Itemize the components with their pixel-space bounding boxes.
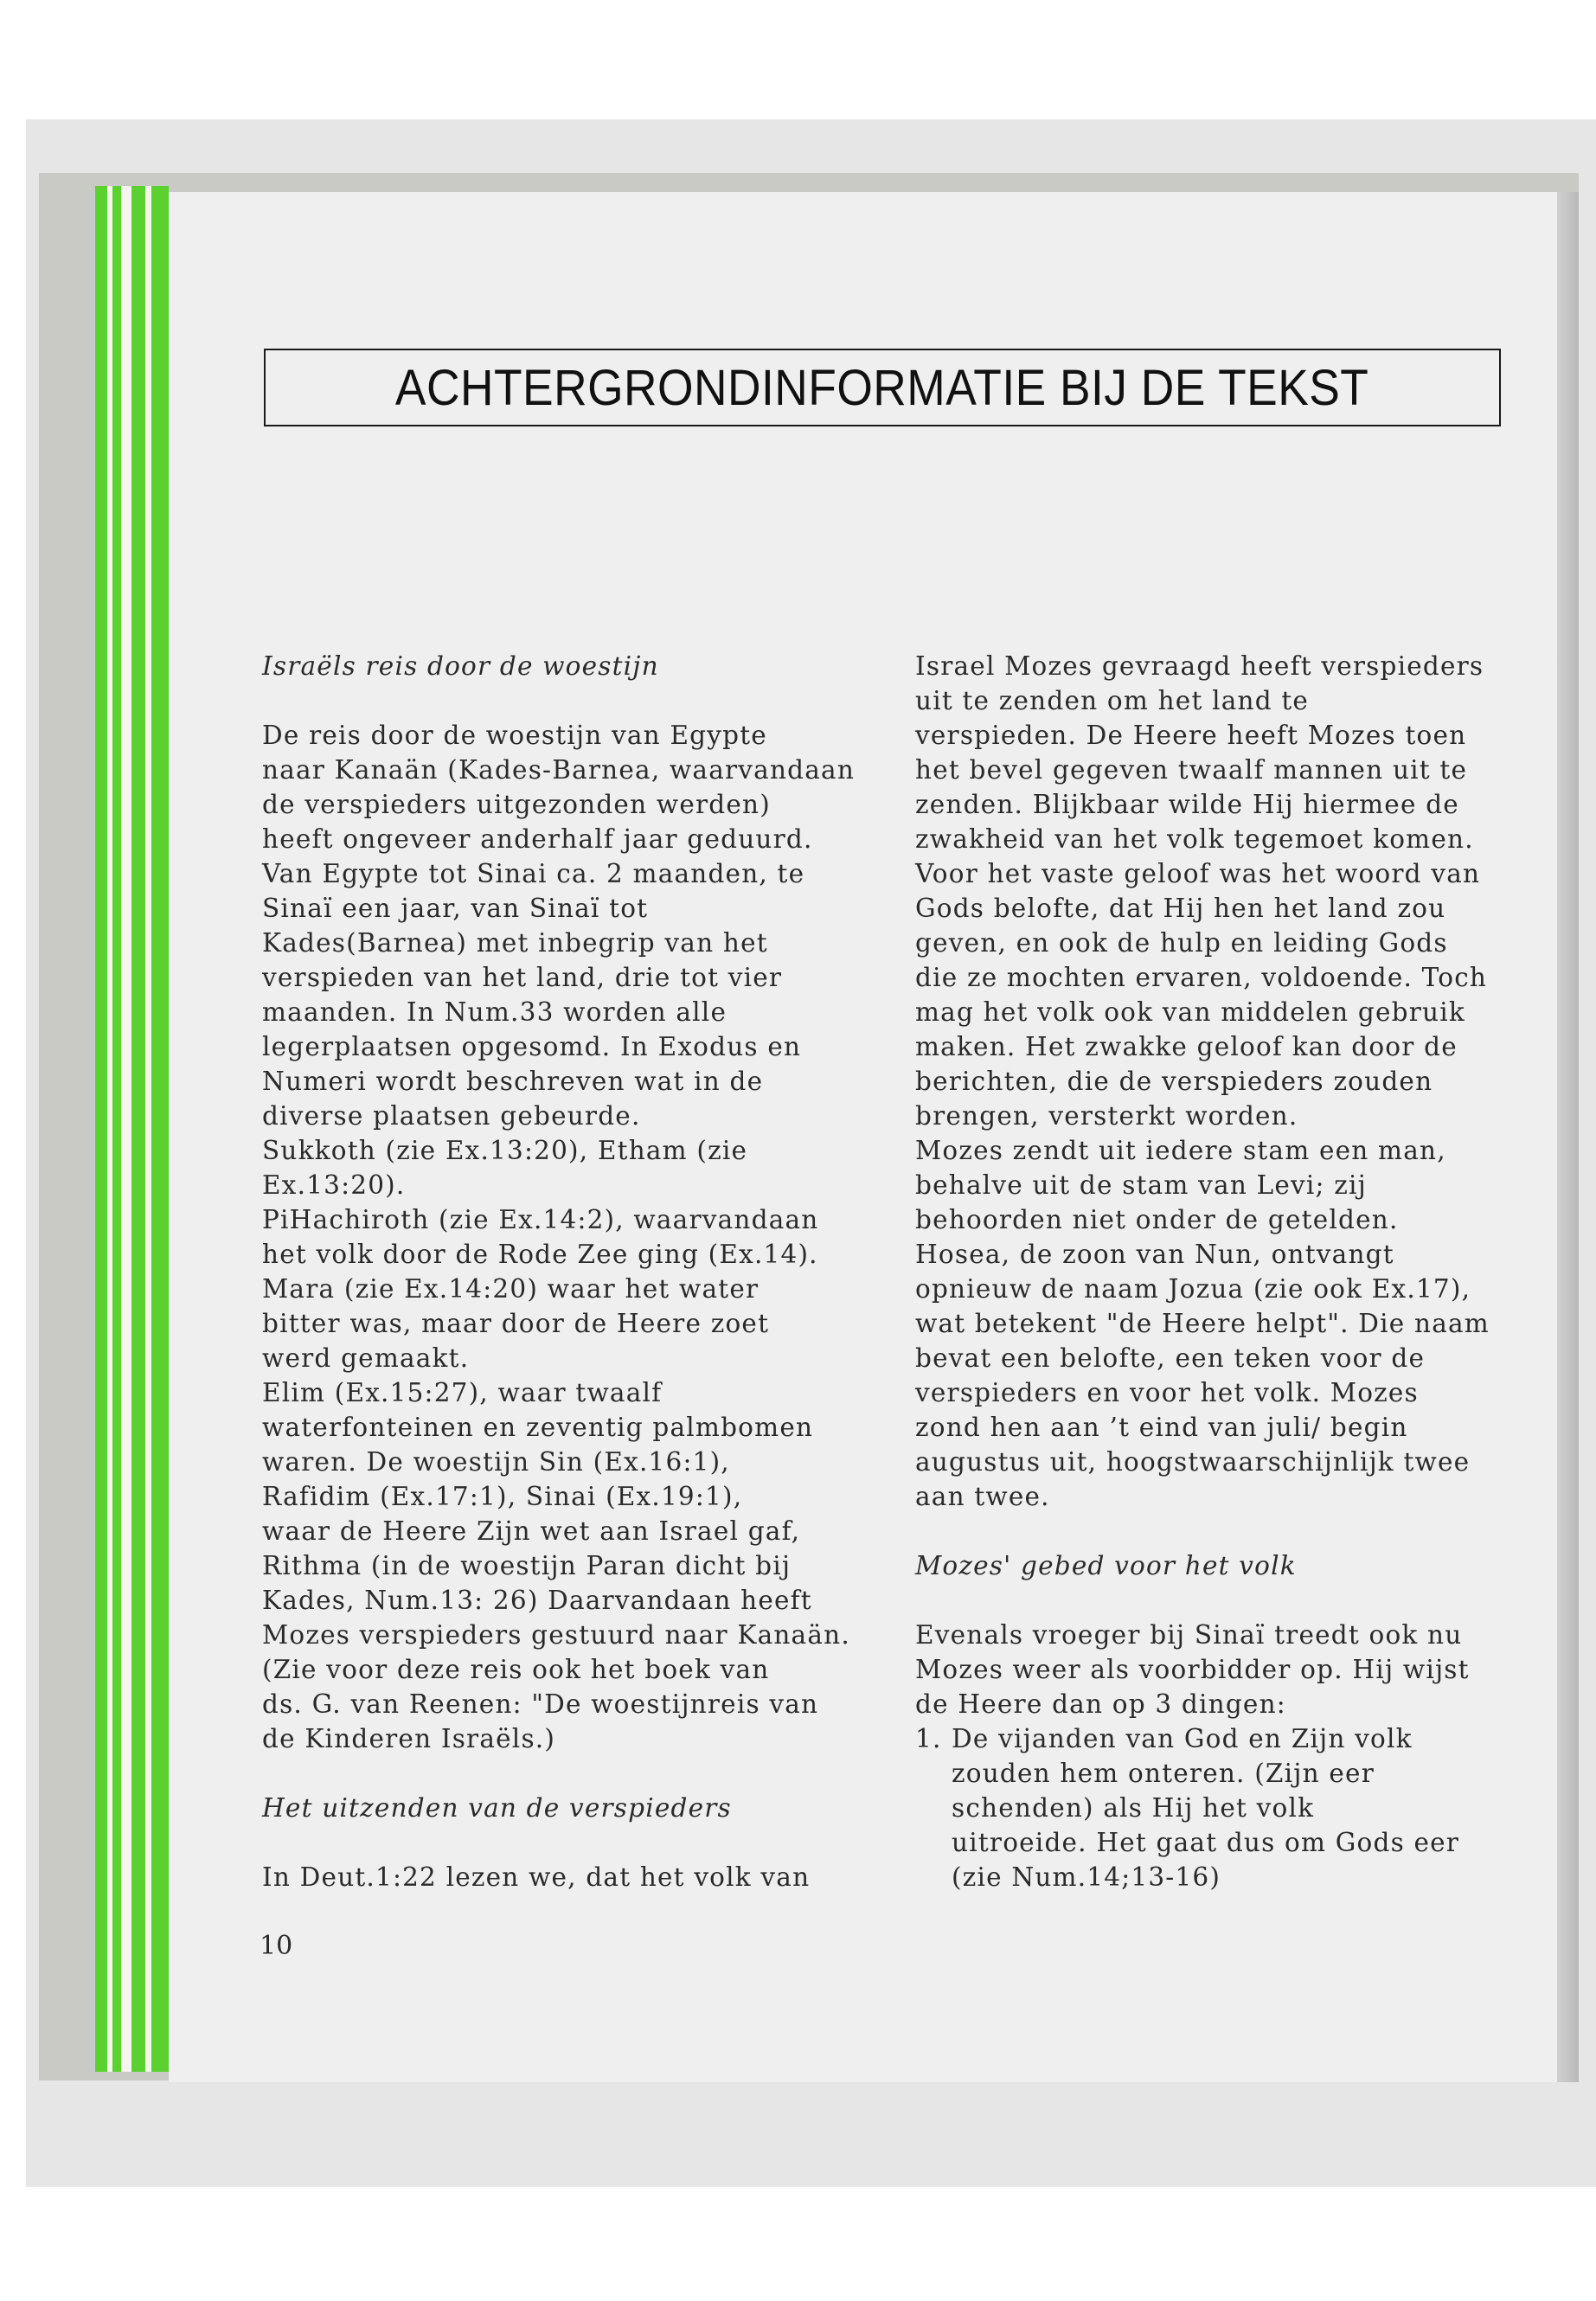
text-line: Sukkoth (zie Ex.13:20), Etham (zie (262, 1136, 748, 1165)
text-line: Mozes zendt uit iedere stam een man, (915, 1136, 1446, 1165)
text-line: aan twee. (915, 1482, 1050, 1511)
page-edge (145, 186, 151, 2072)
text-line: Kades(Barnea) met inbegrip van het (262, 928, 768, 958)
text-line: ds. G. van Reenen: "De woestijnreis van (262, 1689, 819, 1719)
text-line: berichten, die de verspieders zouden (915, 1067, 1433, 1096)
text-line: Rithma (in de woestijn Paran dicht bij (262, 1551, 792, 1580)
text-line: uitroeide. Het gaat dus om Gods eer (952, 1828, 1460, 1857)
heading-box (264, 349, 1501, 426)
green-page-edge (131, 186, 145, 2072)
text-line: heeft ongeveer anderhalf jaar geduurd. (262, 824, 813, 854)
text-line: De vijanden van God en Zijn volk (952, 1724, 1413, 1753)
list-number: 1. (915, 1724, 942, 1753)
text-line: Mozes weer als voorbidder op. Hij wijst (915, 1655, 1470, 1684)
text-line: (Zie voor deze reis ook het boek van (262, 1655, 770, 1684)
left-paragraph-spies (262, 1860, 894, 1894)
text-line: Israel Mozes gevraagd heeft verspieders (915, 651, 1484, 681)
text-line: PiHachiroth (zie Ex.14:2), waarvandaan (262, 1205, 819, 1234)
green-page-edge (112, 186, 121, 2072)
text-line: Van Egypte tot Sinai ca. 2 maanden, te (262, 859, 805, 888)
text-line: waar de Heere Zijn wet aan Israel gaf, (262, 1516, 801, 1546)
text-line: Mara (zie Ex.14:20) waar het water (262, 1274, 760, 1304)
text-line: Numeri wordt beschreven wat in de (262, 1067, 764, 1096)
text-line: schenden) als Hij het volk (952, 1793, 1315, 1823)
text-line: verspieden van het land, drie tot vier (262, 963, 783, 992)
green-page-edge (95, 186, 107, 2072)
text-line: uit te zenden om het land te (915, 686, 1310, 715)
text-line: zwakheid van het volk tegemoet komen. (915, 824, 1474, 854)
text-line: In Deut.1:22 lezen we, dat het volk van (262, 1862, 811, 1892)
text-line: zouden hem onteren. (Zijn eer (952, 1759, 1375, 1788)
text-line: Evenals vroeger bij Sinaï treedt ook nu (915, 1620, 1463, 1650)
text-line: Ex.13:20). (262, 1170, 406, 1200)
text-line: Sinaï een jaar, van Sinaï tot (262, 894, 649, 923)
text-line: legerplaatsen opgesomd. In Exodus en (262, 1032, 802, 1061)
text-line: Elim (Ex.15:27), waar twaalf (262, 1378, 663, 1407)
text-line: mag het volk ook van middelen gebruik (915, 997, 1465, 1027)
text-line: die ze mochten ervaren, voldoende. Toch (915, 963, 1488, 992)
text-line: diverse plaatsen gebeurde. (262, 1101, 641, 1131)
text-line: brengen, versterkt worden. (915, 1101, 1298, 1131)
text-line: behoorden niet onder de getelden. (915, 1205, 1399, 1234)
text-line: Kades, Num.13: 26) Daarvandaan heeft (262, 1586, 812, 1615)
text-line: Mozes verspieders gestuurd naar Kanaän. (262, 1620, 850, 1650)
green-page-edge (151, 186, 169, 2072)
text-line: Gods belofte, dat Hij hen het land zou (915, 894, 1446, 923)
left-paragraph-journey (262, 718, 894, 1756)
left-column (262, 649, 894, 1894)
text-line: de Heere dan op 3 dingen: (915, 1689, 1286, 1719)
text-line: verspieden. De Heere heeft Mozes toen (915, 721, 1467, 750)
page-heading: ACHTERGRONDINFORMATIE BIJ DE TEKST (395, 359, 1369, 416)
text-line: de Kinderen Israëls.) (262, 1724, 556, 1753)
right-column (915, 649, 1538, 1894)
page-shadow (1557, 192, 1579, 2082)
subheading-spies: Het uitzenden van de verspieders (262, 1793, 732, 1823)
text-line: Rafidim (Ex.17:1), Sinai (Ex.19:1), (262, 1482, 743, 1511)
text-line: geven, en ook de hulp en leiding Gods (915, 928, 1448, 958)
right-paragraph-prayer (915, 1618, 1538, 1721)
text-line: de verspieders uitgezonden werden) (262, 790, 771, 819)
text-line: bitter was, maar door de Heere zoet (262, 1309, 770, 1338)
text-line: opnieuw de naam Jozua (zie ook Ex.17), (915, 1274, 1471, 1304)
text-line: wat betekent "de Heere helpt". Die naam (915, 1309, 1490, 1338)
text-line: verspieders en voor het volk. Mozes (915, 1378, 1419, 1407)
page-edge (121, 186, 131, 2072)
list-item (915, 1721, 1538, 1894)
text-line: maanden. In Num.33 worden alle (262, 997, 727, 1027)
text-line: behalve uit de stam van Levi; zij (915, 1170, 1367, 1200)
text-line: bevat een belofte, een teken voor de (915, 1343, 1426, 1373)
text-line: werd gemaakt. (262, 1343, 470, 1373)
text-line: zenden. Blijkbaar wilde Hij hiermee de (915, 790, 1459, 819)
text-line: het volk door de Rode Zee ging (Ex.14). (262, 1240, 818, 1269)
text-line: zond hen aan ’t eind van juli/ begin (915, 1413, 1408, 1442)
subheading-prayer: Mozes' gebed voor het volk (915, 1551, 1297, 1580)
subheading-journey: Israëls reis door de woestijn (262, 651, 659, 681)
text-line: waren. De woestijn Sin (Ex.16:1), (262, 1447, 730, 1477)
text-line: het bevel gegeven twaalf mannen uit te (915, 755, 1468, 785)
text-line: augustus uit, hoogstwaarschijnlijk twee (915, 1447, 1471, 1477)
page-number: 10 (260, 1931, 293, 1961)
right-paragraph-spies (915, 649, 1538, 1514)
text-line: naar Kanaän (Kades-Barnea, waarvandaan (262, 755, 856, 785)
text-line: maken. Het zwakke geloof kan door de (915, 1032, 1458, 1061)
text-line: Voor het vaste geloof was het woord van (915, 859, 1481, 888)
text-line: Hosea, de zoon van Nun, ontvangt (915, 1240, 1394, 1269)
text-line: (zie Num.14;13-16) (952, 1862, 1221, 1892)
list-text (952, 1721, 1538, 1894)
text-line: waterfonteinen en zeventig palmbomen (262, 1413, 814, 1442)
text-line: De reis door de woestijn van Egypte (262, 721, 767, 750)
